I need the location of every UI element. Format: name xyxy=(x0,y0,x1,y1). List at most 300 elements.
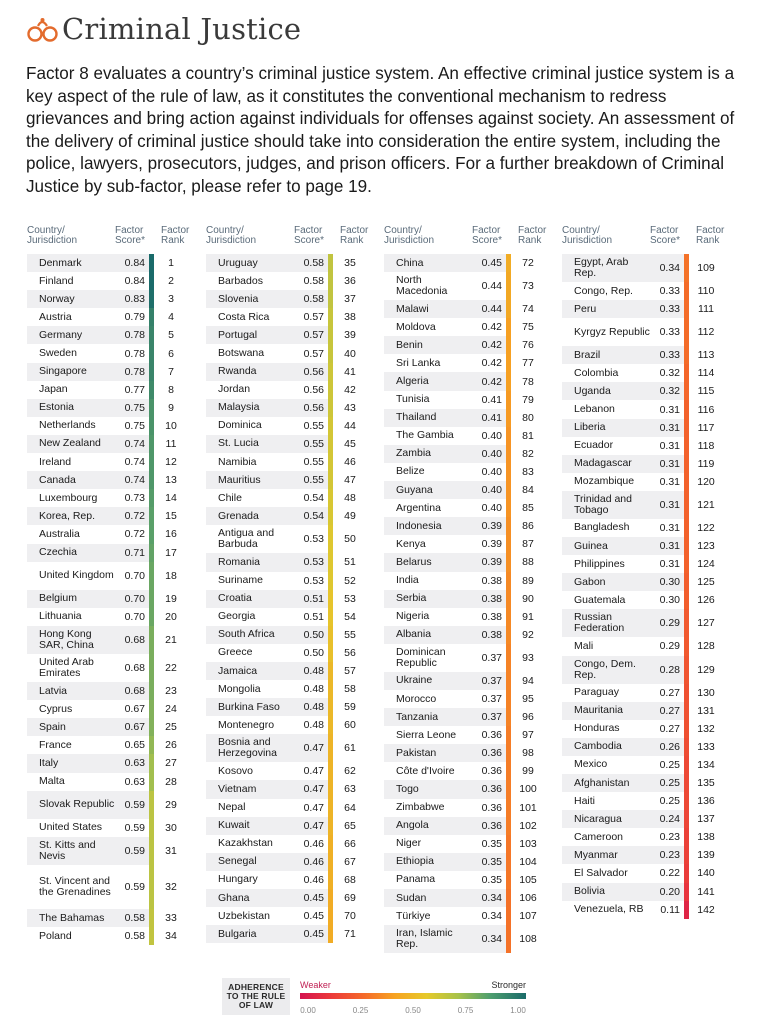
factor-score: 0.34 xyxy=(481,910,502,923)
factor-score: 0.84 xyxy=(115,254,149,272)
factor-rank: 119 xyxy=(697,457,715,470)
factor-rank: 53 xyxy=(344,592,356,605)
factor-rank: 13 xyxy=(165,474,177,487)
factor-score: 0.70 xyxy=(124,610,145,623)
factor-rank: 58 xyxy=(344,683,356,696)
country-name: St. Kitts and Nevis xyxy=(27,837,115,865)
factor-rank: 121 xyxy=(697,498,715,511)
factor-rank: 43 xyxy=(344,401,356,414)
table-row xyxy=(206,626,368,644)
table-row xyxy=(206,381,368,399)
country-name: Bolivia xyxy=(562,883,650,901)
factor-score: 0.40 xyxy=(472,481,506,499)
factor-score: 0.48 xyxy=(303,719,324,732)
table-row xyxy=(206,326,368,344)
country-name: Jamaica xyxy=(206,662,294,680)
table-row xyxy=(562,792,724,810)
country-name: Ethiopia xyxy=(384,853,472,871)
factor-rank: 74 xyxy=(522,303,534,316)
factor-rank: 134 xyxy=(697,758,715,771)
factor-score: 0.23 xyxy=(659,831,680,844)
table-row xyxy=(206,835,368,853)
country-name: Senegal xyxy=(206,853,294,871)
header-rank: Factor Rank xyxy=(696,225,725,246)
factor-rank: 34 xyxy=(165,930,177,943)
factor-score: 0.46 xyxy=(303,873,324,886)
legend-tick: 0.50 xyxy=(405,1006,421,1015)
factor-rank: 22 xyxy=(165,662,177,675)
factor-rank: 21 xyxy=(165,633,177,646)
factor-rank: 72 xyxy=(522,257,534,270)
factor-score: 0.24 xyxy=(650,810,684,828)
factor-rank: 122 xyxy=(697,521,715,534)
table-row xyxy=(562,282,724,300)
header-score: Factor Score* xyxy=(472,225,503,246)
factor-score: 0.55 xyxy=(303,456,324,469)
factor-score: 0.45 xyxy=(294,889,328,907)
country-name: Spain xyxy=(27,718,115,736)
table-row xyxy=(206,698,368,716)
factor-rank: 67 xyxy=(344,855,356,868)
factor-score: 0.57 xyxy=(294,326,328,344)
table-row xyxy=(27,308,189,326)
table-row xyxy=(384,572,546,590)
country-name: Belgium xyxy=(27,590,115,608)
table-row xyxy=(384,907,546,925)
country-name: China xyxy=(384,254,472,272)
table-row xyxy=(27,507,189,525)
country-name: Cameroon xyxy=(574,830,624,843)
factor-score: 0.42 xyxy=(472,372,506,390)
factor-rank: 112 xyxy=(697,326,715,339)
factor-rank: 132 xyxy=(697,722,715,735)
factor-score: 0.42 xyxy=(481,321,502,334)
table-row xyxy=(562,382,724,400)
country-name: Mongolia xyxy=(218,682,261,695)
factor-rank: 23 xyxy=(165,685,177,698)
table-row xyxy=(206,572,368,590)
header-rank: Factor Rank xyxy=(518,225,547,246)
factor-rank: 68 xyxy=(344,873,356,886)
factor-score: 0.53 xyxy=(303,574,324,587)
country-name: Canada xyxy=(27,471,115,489)
country-name: Malaysia xyxy=(206,399,294,417)
table-row xyxy=(27,654,189,682)
table-row xyxy=(384,925,546,953)
factor-score: 0.55 xyxy=(294,435,328,453)
country-name: Congo, Dem. Rep. xyxy=(562,656,650,684)
table-row xyxy=(27,489,189,507)
factor-rank: 97 xyxy=(522,729,534,742)
table-row xyxy=(562,656,724,684)
table-row xyxy=(384,608,546,626)
country-name: Mexico xyxy=(574,758,608,771)
country-name: Zimbabwe xyxy=(396,801,445,814)
factor-score: 0.71 xyxy=(115,544,149,562)
factor-rank: 81 xyxy=(522,429,534,442)
country-name: United States xyxy=(39,821,103,834)
table-row xyxy=(384,427,546,445)
country-name: Bosnia and Herzegovina xyxy=(206,734,294,762)
table-row xyxy=(562,318,724,346)
table-row xyxy=(384,626,546,644)
country-name: Albania xyxy=(384,626,472,644)
factor-rank: 54 xyxy=(344,610,356,623)
factor-score: 0.78 xyxy=(115,363,149,381)
factor-score: 0.74 xyxy=(124,456,145,469)
table-row xyxy=(27,700,189,718)
table-row xyxy=(206,254,368,272)
factor-score: 0.25 xyxy=(650,774,684,792)
factor-score: 0.38 xyxy=(472,590,506,608)
country-name: Uganda xyxy=(562,382,650,400)
table-row xyxy=(384,254,546,272)
table-row xyxy=(27,435,189,453)
country-name: Uzbekistan xyxy=(218,909,270,922)
factor-rank: 125 xyxy=(697,576,715,589)
factor-score: 0.56 xyxy=(294,399,328,417)
factor-score: 0.35 xyxy=(472,853,506,871)
header-score: Factor Score* xyxy=(650,225,681,246)
factor-score: 0.59 xyxy=(124,821,145,834)
factor-score: 0.72 xyxy=(115,507,149,525)
factor-rank: 136 xyxy=(697,795,715,808)
factor-score: 0.63 xyxy=(115,754,149,772)
table-row xyxy=(384,889,546,907)
table-row xyxy=(384,780,546,798)
header-country: Country/ Jurisdiction xyxy=(562,225,613,246)
country-name: Estonia xyxy=(27,399,115,417)
factor-score: 0.54 xyxy=(303,492,324,505)
factor-rank: 29 xyxy=(165,798,177,811)
table-row xyxy=(27,909,189,927)
table-row xyxy=(206,344,368,362)
factor-rank: 64 xyxy=(344,801,356,814)
factor-score: 0.40 xyxy=(481,502,502,515)
header-rank: Factor Rank xyxy=(161,225,190,246)
factor-rank: 25 xyxy=(165,721,177,734)
table-row xyxy=(384,690,546,708)
column-header xyxy=(206,226,368,254)
legend-tick: 0.75 xyxy=(457,1006,474,1015)
country-name: Tanzania xyxy=(384,708,472,726)
factor-rank: 15 xyxy=(165,510,177,523)
factor-score: 0.36 xyxy=(472,744,506,762)
factor-score: 0.59 xyxy=(115,837,149,865)
factor-rank: 98 xyxy=(522,747,534,760)
factor-rank: 27 xyxy=(165,757,177,770)
factor-score: 0.47 xyxy=(303,765,324,778)
table-row xyxy=(206,608,368,626)
factor-score: 0.47 xyxy=(294,817,328,835)
factor-score: 0.58 xyxy=(115,909,149,927)
factor-score: 0.31 xyxy=(650,491,684,519)
factor-rank: 90 xyxy=(522,592,534,605)
table-row xyxy=(562,437,724,455)
country-name: Suriname xyxy=(218,574,263,587)
factor-score: 0.34 xyxy=(472,889,506,907)
country-name: Nepal xyxy=(218,801,246,814)
column-header xyxy=(384,226,546,254)
factor-score: 0.36 xyxy=(472,817,506,835)
factor-score: 0.31 xyxy=(659,558,680,571)
table-row xyxy=(562,756,724,774)
country-name: Singapore xyxy=(27,363,115,381)
table-row xyxy=(206,590,368,608)
factor-rank: 110 xyxy=(697,285,715,298)
country-name: United Arab Emirates xyxy=(39,656,94,680)
country-name: Sierra Leone xyxy=(396,728,457,741)
table-row xyxy=(384,535,546,553)
table-row xyxy=(562,254,724,282)
country-name: Philippines xyxy=(574,557,625,570)
table-row xyxy=(206,399,368,417)
country-name: Niger xyxy=(396,837,422,850)
country-name: Venezuela, RB xyxy=(574,903,644,916)
table-row xyxy=(27,453,189,471)
factor-score: 0.58 xyxy=(124,930,145,943)
factor-score: 0.44 xyxy=(481,280,502,293)
factor-score: 0.70 xyxy=(124,569,145,582)
table-row xyxy=(27,363,189,381)
country-name: Hong Kong SAR, China xyxy=(27,626,115,654)
factor-rank: 86 xyxy=(522,520,534,533)
factor-score: 0.58 xyxy=(294,254,328,272)
table-row xyxy=(384,409,546,427)
table-row xyxy=(562,774,724,792)
country-name: Bangladesh xyxy=(574,521,630,534)
factor-rank: 4 xyxy=(168,311,174,324)
factor-rank: 138 xyxy=(697,831,715,844)
table-row xyxy=(27,837,189,865)
factor-score: 0.33 xyxy=(659,285,680,298)
factor-score: 0.35 xyxy=(481,873,502,886)
table-row xyxy=(27,754,189,772)
country-name: Italy xyxy=(27,754,115,772)
table-row xyxy=(27,773,189,791)
table-row xyxy=(384,445,546,463)
factor-score: 0.74 xyxy=(115,435,149,453)
table-row xyxy=(384,517,546,535)
table-row xyxy=(27,791,189,819)
country-name: Czechia xyxy=(27,544,115,562)
country-name: Congo, Rep. xyxy=(574,284,633,297)
table-row xyxy=(384,336,546,354)
table-row xyxy=(206,471,368,489)
factor-rank: 48 xyxy=(344,492,356,505)
factor-rank: 126 xyxy=(697,594,715,607)
country-name: Germany xyxy=(27,326,115,344)
legend xyxy=(222,978,526,1016)
factor-rank: 137 xyxy=(697,813,715,826)
factor-rank: 129 xyxy=(697,663,715,676)
country-name: Cambodia xyxy=(562,738,650,756)
country-name: Malawi xyxy=(384,300,472,318)
factor-rank: 2 xyxy=(168,275,174,288)
factor-score: 0.46 xyxy=(294,853,328,871)
factor-rank: 78 xyxy=(522,375,534,388)
table-row xyxy=(384,799,546,817)
country-name: Ireland xyxy=(39,455,72,468)
factor-score: 0.45 xyxy=(294,925,328,943)
factor-score: 0.42 xyxy=(472,336,506,354)
factor-rank: 3 xyxy=(168,293,174,306)
factor-rank: 11 xyxy=(165,437,177,450)
country-name: Chile xyxy=(218,491,242,504)
factor-rank: 108 xyxy=(519,933,537,946)
table-row xyxy=(206,817,368,835)
factor-score: 0.23 xyxy=(650,846,684,864)
factor-score: 0.83 xyxy=(115,290,149,308)
factor-rank: 113 xyxy=(697,349,715,362)
country-name: Kosovo xyxy=(218,764,254,777)
header-country: Country/ Jurisdiction xyxy=(27,225,78,246)
factor-rank: 107 xyxy=(519,910,537,923)
factor-score: 0.77 xyxy=(124,383,145,396)
factor-score: 0.27 xyxy=(659,722,680,735)
factor-rank: 128 xyxy=(697,640,715,653)
table-row xyxy=(562,419,724,437)
country-name: Australia xyxy=(39,527,80,540)
header-rank: Factor Rank xyxy=(340,225,369,246)
factor-rank: 84 xyxy=(522,484,534,497)
country-name: Jordan xyxy=(218,383,251,396)
factor-rank: 135 xyxy=(697,777,715,790)
factor-score: 0.31 xyxy=(650,537,684,555)
table-row xyxy=(562,720,724,738)
factor-score: 0.45 xyxy=(303,910,324,923)
country-name: Guinea xyxy=(562,537,650,555)
factor-rank: 139 xyxy=(697,849,715,862)
factor-score: 0.31 xyxy=(650,419,684,437)
country-name: Korea, Rep. xyxy=(27,507,115,525)
table-row xyxy=(27,626,189,654)
country-name: Hungary xyxy=(218,873,258,886)
country-name: Zambia xyxy=(384,445,472,463)
table-row xyxy=(27,682,189,700)
table-row xyxy=(206,272,368,290)
table-row xyxy=(562,637,724,655)
country-name: Togo xyxy=(384,780,472,798)
table-row xyxy=(562,400,724,418)
factor-score: 0.29 xyxy=(650,609,684,637)
factor-score: 0.45 xyxy=(472,254,506,272)
factor-score: 0.31 xyxy=(659,403,680,416)
table-row xyxy=(562,300,724,318)
factor-rank: 42 xyxy=(344,383,356,396)
factor-rank: 47 xyxy=(344,474,356,487)
factor-rank: 10 xyxy=(165,419,177,432)
table-row xyxy=(384,272,546,300)
table-row xyxy=(384,372,546,390)
factor-score: 0.36 xyxy=(481,729,502,742)
factor-score: 0.73 xyxy=(124,492,145,505)
factor-rank: 16 xyxy=(165,528,177,541)
factor-rank: 96 xyxy=(522,711,534,724)
country-name: Sri Lanka xyxy=(396,356,441,369)
factor-rank: 77 xyxy=(522,357,534,370)
country-name: Egypt, Arab Rep. xyxy=(562,254,650,282)
factor-score: 0.37 xyxy=(481,693,502,706)
table-row xyxy=(384,726,546,744)
factor-rank: 52 xyxy=(344,574,356,587)
factor-rank: 79 xyxy=(522,393,534,406)
country-name: Namibia xyxy=(218,455,257,468)
factor-rank: 8 xyxy=(168,383,174,396)
legend-stronger-label: Stronger xyxy=(491,980,526,990)
country-name: Antigua and Barbuda xyxy=(218,527,275,551)
country-name: Denmark xyxy=(27,254,115,272)
country-name: Türkiye xyxy=(396,909,431,922)
factor-score: 0.37 xyxy=(472,708,506,726)
factor-score: 0.27 xyxy=(650,702,684,720)
factor-score: 0.47 xyxy=(303,801,324,814)
country-name: United Kingdom xyxy=(39,569,114,582)
factor-score: 0.40 xyxy=(481,465,502,478)
table-row xyxy=(206,308,368,326)
country-name: Trinidad and Tobago xyxy=(562,491,650,519)
factor-rank: 7 xyxy=(168,365,174,378)
header-country: Country/ Jurisdiction xyxy=(206,225,257,246)
factor-rank: 57 xyxy=(344,665,356,678)
country-name: Mauritania xyxy=(562,702,650,720)
country-name: Serbia xyxy=(384,590,472,608)
country-name: Iran, Islamic Rep. xyxy=(384,925,472,953)
factor-score: 0.58 xyxy=(294,290,328,308)
country-name: Mauritius xyxy=(206,471,294,489)
table-row xyxy=(206,525,368,553)
table-row xyxy=(384,762,546,780)
table-row xyxy=(206,925,368,943)
table-row xyxy=(562,491,724,519)
country-name: Côte d'Ivoire xyxy=(396,764,455,777)
factor-score: 0.46 xyxy=(303,837,324,850)
factor-score: 0.30 xyxy=(659,594,680,607)
country-name: Indonesia xyxy=(384,517,472,535)
factor-rank: 87 xyxy=(522,538,534,551)
factor-rank: 114 xyxy=(697,367,715,380)
factor-rank: 93 xyxy=(522,651,534,664)
factor-rank: 70 xyxy=(344,910,356,923)
factor-rank: 111 xyxy=(698,303,714,316)
factor-rank: 60 xyxy=(344,719,356,732)
country-name: Kazakhstan xyxy=(218,837,273,850)
factor-score: 0.68 xyxy=(115,682,149,700)
country-name: Burkina Faso xyxy=(206,698,294,716)
factor-rank: 123 xyxy=(697,540,715,553)
table-row xyxy=(206,716,368,734)
table-row xyxy=(206,889,368,907)
country-name: Luxembourg xyxy=(39,491,98,504)
factor-score: 0.56 xyxy=(303,383,324,396)
country-name: Dominican Republic xyxy=(396,645,446,669)
table-row xyxy=(206,363,368,381)
country-name: Afghanistan xyxy=(562,774,650,792)
table-row xyxy=(206,853,368,871)
country-name: Mozambique xyxy=(574,475,635,488)
factor-rank: 14 xyxy=(165,492,177,505)
factor-score: 0.33 xyxy=(659,326,680,339)
country-name: Madagascar xyxy=(562,455,650,473)
table-row xyxy=(562,555,724,573)
factor-rank: 83 xyxy=(522,465,534,478)
table-row xyxy=(562,519,724,537)
factor-score: 0.48 xyxy=(294,662,328,680)
factor-score: 0.33 xyxy=(650,300,684,318)
country-name: Romania xyxy=(206,553,294,571)
table-row xyxy=(384,672,546,690)
table-row xyxy=(27,608,189,626)
